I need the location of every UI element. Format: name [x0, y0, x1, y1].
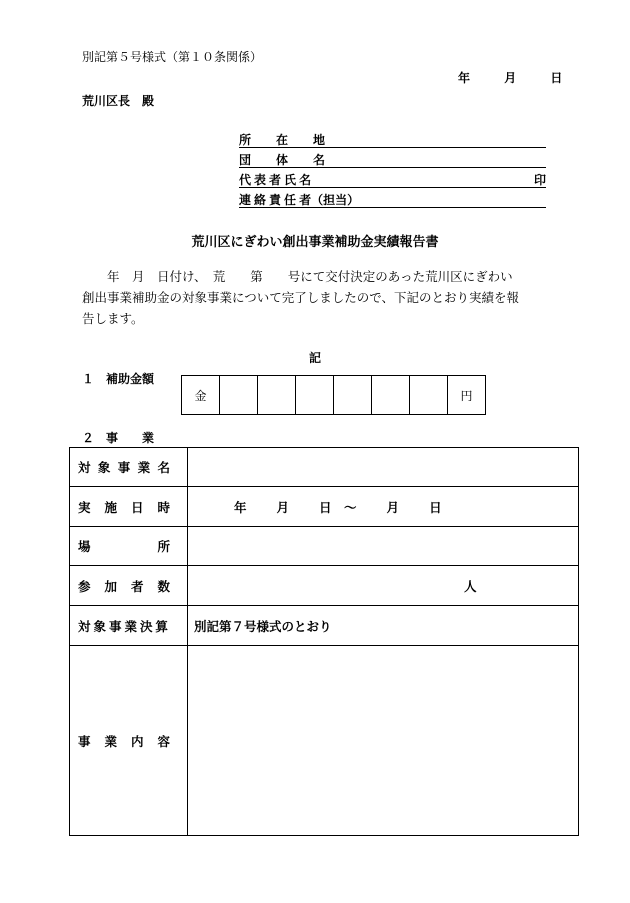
body-line-1: 年 月 日付け、 荒 第 号にて交付決定のあった荒川区にぎわい — [82, 269, 513, 284]
body-line-3: 告します。 — [82, 311, 144, 326]
addressee: 荒川区長 殿 — [82, 94, 155, 108]
participants-field[interactable] — [188, 566, 579, 606]
row-label-location: 場 所 — [70, 527, 188, 566]
seal-mark: 印 — [533, 173, 546, 187]
form-number: 別記第５号様式（第１０条関係） — [82, 50, 263, 64]
business-name-field[interactable] — [188, 448, 579, 487]
row-label-business-name: 対 象 事 業 名 — [70, 448, 188, 487]
applicant-address-label: 所 在 地 — [239, 133, 326, 147]
applicant-group-name-row — [239, 148, 546, 168]
business-table — [69, 447, 579, 836]
applicant-group-name-label: 団 体 名 — [239, 153, 326, 167]
date-field[interactable] — [188, 487, 579, 527]
amount-table — [181, 375, 486, 415]
row-label-settlement: 対 象 事 業 決 算 — [70, 606, 188, 646]
table-row — [70, 566, 579, 606]
applicant-address-row — [239, 128, 546, 148]
table-row — [70, 606, 579, 646]
applicant-block — [239, 128, 546, 208]
amount-digit-cell[interactable] — [410, 376, 448, 415]
applicant-contact-row — [239, 188, 546, 208]
section1-label: １ 補助金額 — [82, 372, 155, 386]
applicant-representative-label: 代 表 者 氏 名 — [239, 173, 312, 187]
amount-digit-cell[interactable] — [296, 376, 334, 415]
date-range-year: 年 — [234, 499, 247, 515]
date-day-label: 日 — [550, 71, 563, 85]
row-label-date: 実 施 日 時 — [70, 487, 188, 527]
amount-digit-cell[interactable] — [372, 376, 410, 415]
date-range-end-day: 日 — [429, 499, 442, 515]
date-range-month: 月 — [276, 499, 290, 515]
row-label-content: 事 業 内 容 — [70, 646, 188, 836]
amount-digit-cell[interactable] — [258, 376, 296, 415]
date-year-label: 年 — [458, 71, 471, 85]
table-row — [70, 448, 579, 487]
section2-label: ２ 事 業 — [82, 431, 155, 445]
content-field[interactable] — [188, 646, 579, 836]
location-field[interactable] — [188, 527, 579, 566]
date-range-day-tilde: 日 ～ — [319, 499, 357, 515]
table-row — [70, 646, 579, 836]
amount-suffix-cell: 円 — [448, 376, 486, 415]
applicant-contact-label: 連 絡 責 任 者（担当） — [239, 193, 360, 207]
table-row — [70, 527, 579, 566]
date-month-label: 月 — [504, 71, 517, 85]
ki-heading: 記 — [308, 351, 321, 365]
table-row — [70, 487, 579, 527]
applicant-representative-row — [239, 168, 546, 188]
settlement-field[interactable]: 別記第７号様式のとおり — [188, 606, 579, 646]
amount-digit-cell[interactable] — [334, 376, 372, 415]
participants-unit: 人 — [464, 578, 477, 594]
body-text — [82, 266, 552, 329]
row-label-participants: 参 加 者 数 — [70, 566, 188, 606]
date-line — [458, 69, 562, 86]
amount-prefix-cell: 金 — [182, 376, 220, 415]
date-range-end-month: 月 — [386, 499, 400, 515]
body-line-2: 創出事業補助金の対象事業について完了しましたので、下記のとおり実績を報 — [82, 290, 520, 305]
document-title: 荒川区にぎわい創出事業補助金実績報告書 — [191, 235, 439, 250]
amount-digit-cell[interactable] — [220, 376, 258, 415]
